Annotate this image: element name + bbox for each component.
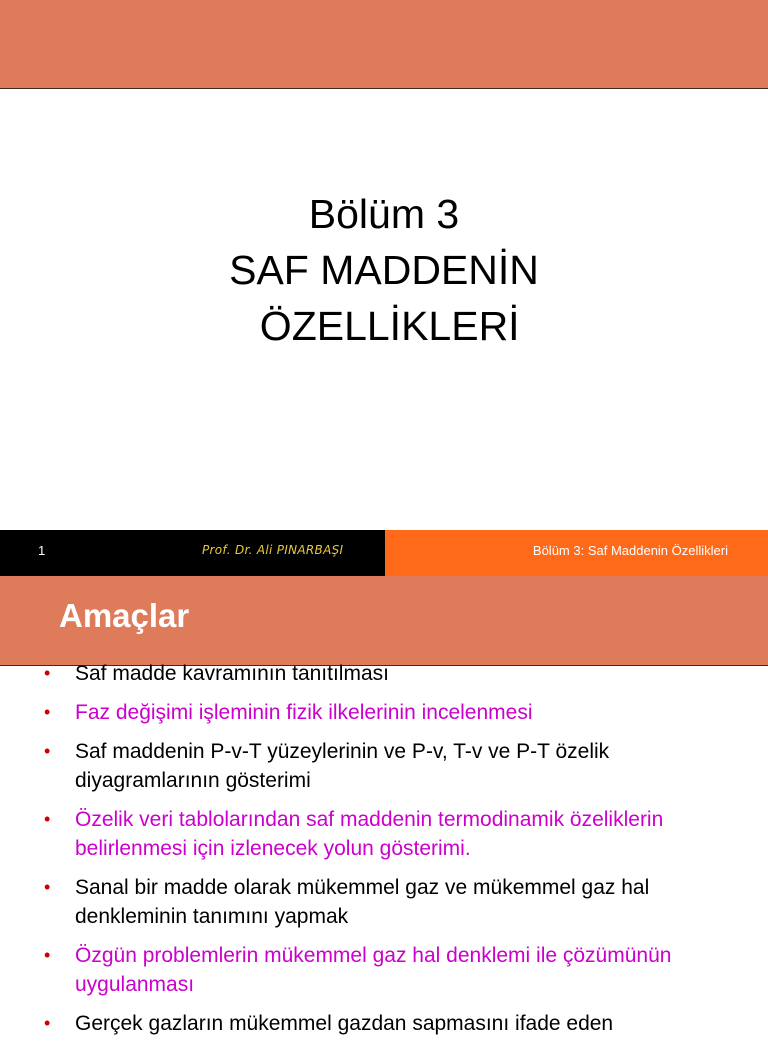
- slide-number: 1: [38, 543, 46, 558]
- footer-right-panel: [385, 530, 768, 576]
- list-item: [0, 659, 768, 688]
- bullet-dot-icon: •: [44, 1013, 51, 1033]
- footer-left-panel: [0, 530, 385, 576]
- list-item-text: Saf madde kavramının tanıtılması: [75, 662, 389, 685]
- list-item-text: Özelik veri tablolarından saf maddenin termodinamik özeliklerin belirlenmesi için izlenecek yolun gösterimi.: [75, 808, 664, 860]
- objectives-list: [0, 659, 768, 1048]
- list-item: [0, 873, 768, 931]
- list-item: [0, 805, 768, 863]
- chapter-title: Bölüm 3: Saf Maddenin Özellikleri: [532, 543, 728, 558]
- title-slide-header-band: [0, 0, 768, 89]
- bullet-dot-icon: •: [44, 945, 51, 965]
- bullet-dot-icon: •: [44, 877, 51, 897]
- bullet-dot-icon: •: [44, 809, 51, 829]
- list-item-text: Özgün problemlerin mükemmel gaz hal denklemi ile çözümünün uygulanması: [75, 944, 672, 996]
- bullet-dot-icon: •: [44, 741, 51, 761]
- section-header-band: [0, 576, 768, 666]
- slide-title-line-2: SAF MADDENİN: [229, 247, 539, 293]
- slide-footer: [0, 530, 768, 576]
- bullet-dot-icon: •: [44, 702, 51, 722]
- slide-title-line-1: Bölüm 3: [308, 191, 460, 237]
- list-item-text: Gerçek gazların mükemmel gazdan sapmasını ifade eden: [75, 1012, 614, 1035]
- slide-title: [0, 186, 768, 354]
- list-item-text: Sanal bir madde olarak mükemmel gaz ve mükemmel gaz hal denkleminin tanımını yapmak: [75, 876, 650, 928]
- list-item: [0, 737, 768, 795]
- slide-title-line-3: ÖZELLİKLERİ: [248, 303, 520, 349]
- author-name: Prof. Dr. Ali PINARBAŞI: [202, 543, 344, 557]
- list-item: [0, 698, 768, 727]
- section-title: Amaçlar: [59, 597, 190, 634]
- bullet-dot-icon: •: [44, 663, 51, 683]
- list-item: [0, 941, 768, 999]
- list-item-text: Saf maddenin P-v-T yüzeylerinin ve P-v, T-v ve P-T özelik diyagramlarının gösterimi: [75, 740, 610, 792]
- list-item-text: Faz değişimi işleminin fizik ilkelerinin incelenmesi: [75, 701, 533, 724]
